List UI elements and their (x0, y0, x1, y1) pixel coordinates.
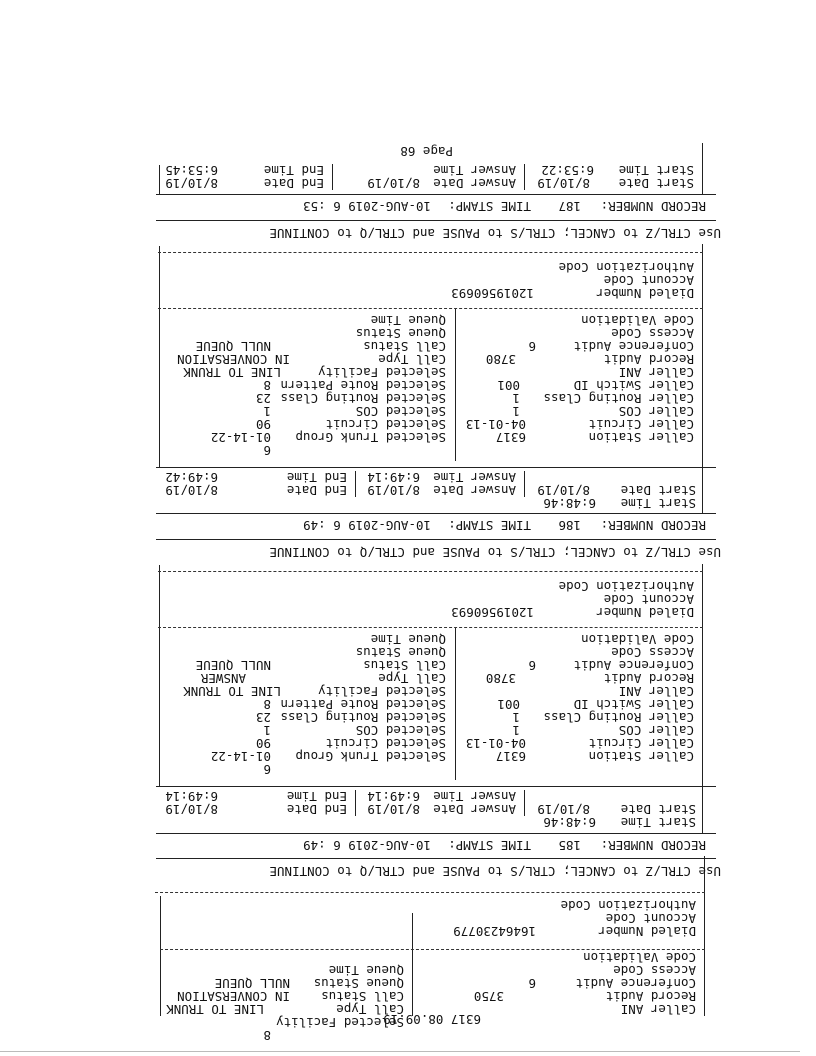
label-access-code: Access Code (611, 645, 694, 660)
record-185-top-rule (156, 858, 716, 859)
record-185-selected-trunk-group: 6 (263, 762, 271, 777)
record-186-top-rule (156, 539, 716, 540)
record-185-selected-circuit: 01-14-22 (210, 749, 271, 764)
record-185-caller-routing-class: 1 (512, 710, 520, 725)
label-queue-time: Queue Time (328, 963, 404, 978)
label-selected-trunk-group: Selected Trunk Group (295, 430, 446, 445)
label-end-time: End Time (286, 789, 347, 804)
label-call-status: Call Status (363, 658, 446, 673)
record-186-caller-cos: 1 (512, 404, 520, 419)
label-queue-time: Queue Time (370, 313, 446, 328)
label-authorization-code: Authorization Code (558, 579, 694, 594)
record-185-number-label: RECORD NUMBER: (600, 838, 706, 853)
record-186-caller-circuit: 04-01-13 (465, 417, 526, 432)
record-185-timestamp-label: TIME STAMP: (448, 838, 531, 853)
record-186-left-rule (702, 244, 703, 514)
record-187-top-rule (156, 220, 716, 221)
label-caller-circuit: Caller Circuit (588, 736, 694, 751)
label-queue-status: Queue Status (313, 976, 404, 991)
record-185-queue-status: NULL QUEUE (195, 658, 271, 673)
label-account-code: Account Code (603, 592, 694, 607)
column-rule (355, 471, 356, 497)
value-call-status: IN CONVERSATION (177, 989, 290, 1004)
label-selected-circuit: Selected Circuit (325, 736, 446, 751)
record-186-selected-circuit: 01-14-22 (210, 430, 271, 445)
label-answer-time: Answer Time (433, 163, 516, 178)
record-185-selected-route-pattern: 23 (255, 710, 271, 725)
dashed-divider (155, 892, 705, 893)
label-selected-facility: Selected Facility (276, 1015, 404, 1030)
record-186-start-time: 6:48:46 (543, 496, 596, 511)
record-185-start-date: 8/10/19 (537, 802, 590, 817)
label-record-audit: Record Audit (605, 989, 696, 1004)
label-answer-date: Answer Date (433, 802, 516, 817)
label-call-type: Call Type (378, 671, 446, 686)
label-caller-station: Caller Station (588, 430, 694, 445)
label-start-time: Start Time (620, 815, 696, 830)
partial-record-right-rule (160, 896, 161, 1016)
notice-line: Use CTRL/Z to CANCEL; CTRL/S to PAUSE and CTRL/Q to CONTINUE (269, 545, 721, 560)
record-185-start-time: 6:48:46 (543, 815, 596, 830)
label-selected-routing-class: Selected Routing Class (280, 391, 446, 406)
label-caller-switch-id: Caller Switch ID (573, 378, 694, 393)
label-dialed-number: Dialed Number (596, 286, 694, 301)
record-187-timestamp: 10-AUG-2019 6 :53 (303, 199, 431, 214)
record-186-number: 186 (558, 518, 581, 533)
record-186-answer-time: 6:49:14 (367, 470, 420, 485)
record-186-caller-switch-id: 001 (497, 378, 520, 393)
label-access-code: Access Code (613, 963, 696, 978)
label-answer-date: Answer Date (433, 176, 516, 191)
label-selected-routing-class: Selected Routing Class (280, 710, 446, 725)
label-call-status: Call Status (321, 989, 404, 1004)
dashed-divider (158, 571, 703, 572)
record-186-right-rule (159, 246, 160, 468)
label-selected-facility: Selected Facility (318, 365, 446, 380)
label-end-date: End Date (286, 802, 347, 817)
record-187-start-time: 6:53:22 (541, 163, 594, 178)
record-185-record-audit: 3780 (485, 671, 516, 686)
label-caller-station: Caller Station (588, 749, 694, 764)
label-code-validation: Code Validation (581, 313, 694, 328)
scan-edge-line (0, 1051, 800, 1052)
record-185-selected-routing-class: 1 (263, 723, 271, 738)
record-185-end-date: 8/10/19 (165, 802, 218, 817)
label-start-time: Start Time (618, 163, 694, 178)
record-187-end-date: 8/10/19 (165, 176, 218, 191)
label-dialed-number: Dialed Number (598, 924, 696, 939)
label-answer-time: Answer Time (433, 470, 516, 485)
record-187-header-rule (156, 194, 716, 195)
label-selected-route-pattern: Selected Route Pattern (280, 378, 446, 393)
value-conference-audit: 6 (528, 976, 536, 991)
bottom-line-text: 6317 08.09.19 (383, 1012, 481, 1027)
record-186-start-date: 8/10/19 (537, 483, 590, 498)
notice-line: Use CTRL/Z to CANCEL; CTRL/S to PAUSE and CTRL/Q to CONTINUE (269, 864, 721, 879)
record-185-end-time: 6:49:14 (165, 789, 218, 804)
dashed-divider (158, 308, 703, 309)
label-record-audit: Record Audit (603, 671, 694, 686)
record-186-dialed-number: 12019560693 (451, 286, 534, 301)
partial-record-center-rule (412, 913, 413, 1016)
record-186-caller-routing-class: 1 (512, 391, 520, 406)
label-call-status: Call Status (363, 339, 446, 354)
notice-line: Use CTRL/Z to CANCEL; CTRL/S to PAUSE and CTRL/Q to CONTINUE (269, 226, 721, 241)
label-call-type: Call Type (378, 352, 446, 367)
value-queue-status: NULL QUEUE (214, 976, 290, 991)
label-access-code: Access Code (611, 326, 694, 341)
label-answer-time: Answer Time (433, 789, 516, 804)
label-account-code: Account Code (605, 911, 696, 926)
label-conference-audit: Conference Audit (573, 658, 694, 673)
label-selected-route-pattern: Selected Route Pattern (280, 697, 446, 712)
record-186-selected-cos: 90 (255, 417, 271, 432)
label-selected-cos: Selected COS (355, 723, 446, 738)
record-187-number: 187 (558, 199, 581, 214)
record-185-selected-cos: 90 (255, 736, 271, 751)
record-186-end-date: 8/10/19 (165, 483, 218, 498)
record-185-dialed-number: 12019560693 (451, 605, 534, 620)
label-caller-ani: Caller ANI (620, 1002, 696, 1017)
label-authorization-code: Authorization Code (560, 898, 696, 913)
record-187-answer-date: 8/10/19 (367, 176, 420, 191)
record-185-number: 185 (558, 838, 581, 853)
dashed-divider (158, 252, 703, 253)
column-rule (355, 790, 356, 816)
label-selected-circuit: Selected Circuit (325, 417, 446, 432)
record-185-right-rule (159, 565, 160, 787)
value-call-type: LINE TO TRUNK (166, 1002, 264, 1017)
record-187-timestamp-label: TIME STAMP: (448, 199, 531, 214)
label-queue-status: Queue Status (355, 645, 446, 660)
label-caller-cos: Caller COS (618, 723, 694, 738)
label-conference-audit: Conference Audit (575, 976, 696, 991)
record-186-header-rule (156, 513, 716, 514)
record-185-selected-facility: 8 (263, 697, 271, 712)
record-185-left-rule (702, 564, 703, 834)
record-185-conference-audit: 6 (528, 658, 536, 673)
column-rule (524, 164, 525, 190)
record-186-end-time: 6:49:42 (165, 470, 218, 485)
record-187-start-date: 8/10/19 (537, 176, 590, 191)
label-caller-routing-class: Caller Routing Class (543, 710, 694, 725)
record-186-answer-date: 8/10/19 (367, 483, 420, 498)
record-185-times-rule (156, 786, 716, 787)
dashed-divider (158, 627, 703, 628)
record-185-center-rule (455, 628, 456, 780)
record-185-caller-cos: 1 (512, 723, 520, 738)
record-186-timestamp-label: TIME STAMP: (448, 518, 531, 533)
value-selected-facility: 8 (263, 1028, 271, 1043)
label-conference-audit: Conference Audit (573, 339, 694, 354)
record-187-right-rule (159, 165, 160, 195)
label-answer-date: Answer Date (433, 483, 516, 498)
record-186-timestamp: 10-AUG-2019 6 :49 (303, 518, 431, 533)
label-start-date: Start Date (618, 176, 694, 191)
record-186-conference-audit: 6 (528, 339, 536, 354)
label-caller-switch-id: Caller Switch ID (573, 697, 694, 712)
record-186-times-rule (156, 467, 716, 468)
record-187-number-label: RECORD NUMBER: (600, 199, 706, 214)
record-186-selected-route-pattern: 23 (255, 391, 271, 406)
record-185-answer-date: 8/10/19 (367, 802, 420, 817)
label-caller-routing-class: Caller Routing Class (543, 391, 694, 406)
label-caller-ani: Caller ANI (618, 684, 694, 699)
record-185-timestamp: 10-AUG-2019 6 :49 (303, 838, 431, 853)
label-end-time: End Time (263, 163, 324, 178)
label-caller-cos: Caller COS (618, 404, 694, 419)
column-rule (332, 164, 333, 190)
label-selected-cos: Selected COS (355, 404, 446, 419)
value-dialed-number: 16464230779 (453, 924, 536, 939)
record-185-caller-station: 6317 (495, 749, 526, 764)
column-rule (524, 790, 525, 816)
label-end-date: End Date (263, 176, 324, 191)
label-selected-trunk-group: Selected Trunk Group (295, 749, 446, 764)
label-start-date: Start Date (620, 483, 696, 498)
partial-record-left-rule (704, 856, 705, 1016)
record-186-number-label: RECORD NUMBER: (600, 518, 706, 533)
record-185-header-rule (156, 833, 716, 834)
label-start-date: Start Date (620, 802, 696, 817)
record-186-selected-facility: 8 (263, 378, 271, 393)
record-187-end-time: 6:53:45 (165, 163, 218, 178)
record-186-selected-routing-class: 1 (263, 404, 271, 419)
record-185-caller-circuit: 04-01-13 (465, 736, 526, 751)
column-rule (524, 471, 525, 497)
label-code-validation: Code Validation (581, 632, 694, 647)
record-186-call-type: LINE TO TRUNK (183, 365, 281, 380)
record-186-caller-station: 6317 (495, 430, 526, 445)
label-selected-facility: Selected Facility (318, 684, 446, 699)
record-185-call-status: ANSWER (200, 671, 246, 686)
label-dialed-number: Dialed Number (596, 605, 694, 620)
label-queue-time: Queue Time (370, 632, 446, 647)
record-186-center-rule (455, 309, 456, 461)
label-end-date: End Date (286, 483, 347, 498)
record-186-record-audit: 3780 (485, 352, 516, 367)
label-code-validation: Code Validation (583, 950, 696, 965)
label-account-code: Account Code (603, 273, 694, 288)
label-start-time: Start Time (620, 496, 696, 511)
label-queue-status: Queue Status (355, 326, 446, 341)
label-authorization-code: Authorization Code (558, 260, 694, 275)
label-caller-ani: Caller ANI (618, 365, 694, 380)
record-186-queue-status: NULL QUEUE (195, 339, 271, 354)
record-186-call-status: IN CONVERSATION (177, 352, 290, 367)
label-end-time: End Time (286, 470, 347, 485)
record-187-left-rule (702, 143, 703, 195)
record-185-call-type: LINE TO TRUNK (183, 684, 281, 699)
record-185-answer-time: 6:49:14 (367, 789, 420, 804)
value-record-audit: 3750 (473, 989, 504, 1004)
record-185-caller-switch-id: 001 (497, 697, 520, 712)
label-record-audit: Record Audit (603, 352, 694, 367)
label-caller-circuit: Caller Circuit (588, 417, 694, 432)
dashed-divider (160, 949, 705, 950)
label-call-type: Call Type (336, 1002, 404, 1017)
page-number: Page 68 (400, 144, 453, 159)
record-186-selected-trunk-group: 6 (263, 443, 271, 458)
